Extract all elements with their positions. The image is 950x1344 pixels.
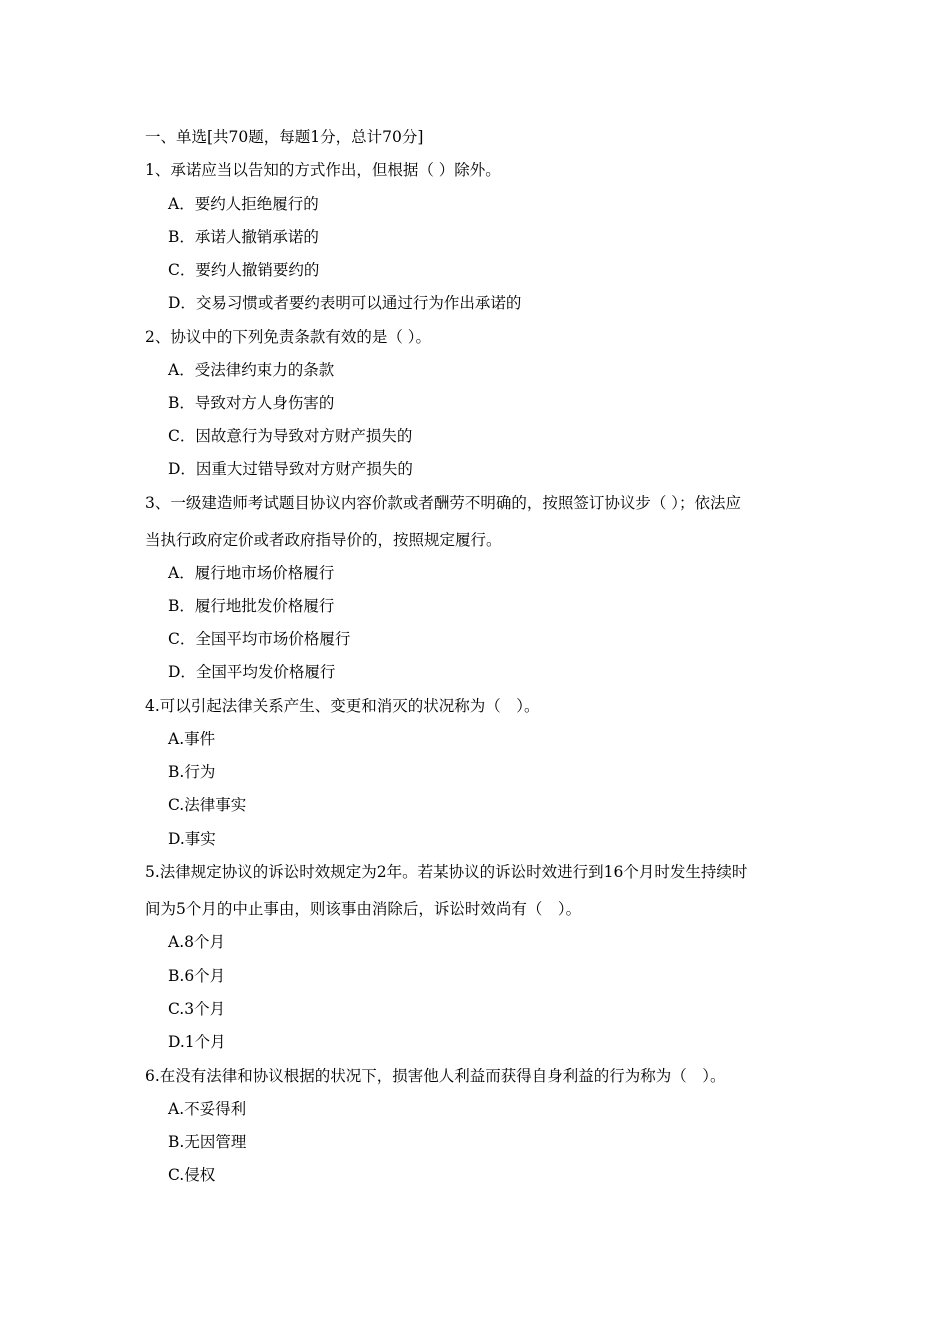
question-5-option-b: B.6个月: [168, 967, 226, 985]
question-5-option-d: D.1个月: [168, 1033, 226, 1051]
question-1-option-d: D．交易习惯或者要约表明可以通过行为作出承诺的: [168, 294, 522, 312]
question-6-option-c: C.侵权: [168, 1166, 216, 1184]
question-3-option-a: A．履行地市场价格履行: [168, 564, 335, 582]
question-6-option-a: A.不妥得利: [168, 1100, 247, 1118]
question-5-stem-line-2: 间为5个月的中止事由，则该事由消除后，诉讼时效尚有（ ）。: [145, 900, 582, 918]
question-3-stem-line-2: 当执行政府定价或者政府指导价的，按照规定履行。: [145, 531, 502, 549]
question-1-option-c: C．要约人撤销要约的: [168, 261, 320, 279]
question-5-stem-line-1: 5.法律规定协议的诉讼时效规定为2年。若某协议的诉讼时效进行到16个月时发生持续时: [145, 863, 748, 881]
question-4-option-d: D.事实: [168, 830, 216, 848]
question-2-option-b: B．导致对方人身伤害的: [168, 394, 335, 412]
question-5-option-c: C.3个月: [168, 1000, 226, 1018]
section-header: 一、单选[共70题，每题1分，总计70分]: [145, 128, 424, 146]
question-6-option-b: B.无因管理: [168, 1133, 247, 1151]
question-2-stem: 2、协议中的下列免责条款有效的是（ ）。: [145, 328, 432, 346]
question-4-option-b: B.行为: [168, 763, 216, 781]
question-4-option-a: A.事件: [168, 730, 216, 748]
question-4-option-c: C.法律事实: [168, 796, 247, 814]
question-2-option-d: D．因重大过错导致对方财产损失的: [168, 460, 413, 478]
question-1-option-a: A．要约人拒绝履行的: [168, 195, 319, 213]
question-5-option-a: A.8个月: [168, 933, 225, 951]
question-1-option-b: B．承诺人撤销承诺的: [168, 228, 319, 246]
question-3-option-c: C．全国平均市场价格履行: [168, 630, 351, 648]
question-2-option-a: A．受法律约束力的条款: [168, 361, 335, 379]
question-1-stem: 1、承诺应当以告知的方式作出，但根据（ ）除外。: [145, 161, 501, 179]
question-3-option-d: D．全国平均发价格履行: [168, 663, 336, 681]
question-3-stem-line-1: 3、一级建造师考试题目协议内容价款或者酬劳不明确的，按照签订协议步（ ）；依法应: [145, 494, 742, 512]
question-3-option-b: B．履行地批发价格履行: [168, 597, 335, 615]
question-4-stem: 4.可以引起法律关系产生、变更和消灭的状况称为（ ）。: [145, 697, 540, 715]
question-2-option-c: C．因故意行为导致对方财产损失的: [168, 427, 413, 445]
question-6-stem: 6.在没有法律和协议根据的状况下，损害他人利益而获得自身利益的行为称为（ ）。: [145, 1067, 726, 1085]
